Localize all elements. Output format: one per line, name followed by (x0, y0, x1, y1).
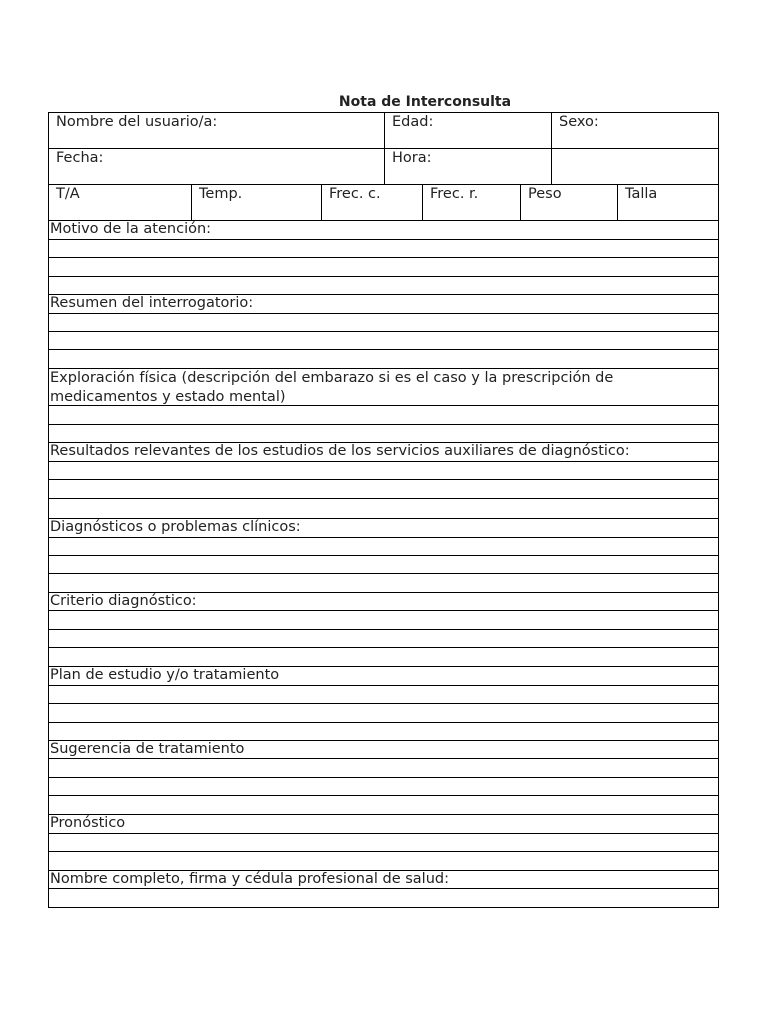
section-label-diagnosticos: Diagnósticos o problemas clínicos: (49, 519, 718, 538)
blank-line[interactable] (49, 889, 718, 908)
blank-line[interactable] (49, 574, 718, 593)
respiratory-rate-field[interactable]: Frec. r. (423, 185, 521, 220)
date-time-row (49, 149, 718, 185)
blank-line[interactable] (49, 630, 718, 648)
blank-line[interactable] (49, 723, 718, 741)
blank-line[interactable] (49, 538, 718, 556)
section-label-criterio: Criterio diagnóstico: (49, 593, 718, 611)
blank-line[interactable] (49, 406, 718, 425)
blank-line[interactable] (49, 332, 718, 350)
vital-signs-row (49, 185, 718, 221)
blank-line[interactable] (49, 499, 718, 519)
section-label-resultados: Resultados relevantes de los estudios de los servicios auxiliares de diagnóstico: (49, 443, 718, 462)
temperature-field[interactable]: Temp. (192, 185, 322, 220)
sex-field[interactable]: Sexo: (559, 114, 599, 130)
section-label-resumen: Resumen del interrogatorio: (49, 295, 718, 314)
section-label-plan: Plan de estudio y/o tratamiento (49, 667, 718, 686)
patient-info-row (49, 113, 718, 149)
blank-line[interactable] (49, 425, 718, 443)
blank-line[interactable] (49, 834, 718, 852)
blank-line[interactable] (49, 686, 718, 704)
blank-line[interactable] (49, 796, 718, 815)
blank-line[interactable] (49, 852, 718, 871)
time-field[interactable]: Hora: (385, 149, 552, 184)
section-label-sugerencia: Sugerencia de tratamiento (49, 741, 718, 759)
blank-line[interactable] (49, 258, 718, 277)
blank-line[interactable] (49, 648, 718, 667)
blank-line[interactable] (49, 277, 718, 295)
blank-line[interactable] (49, 480, 718, 499)
blank-line[interactable] (49, 611, 718, 630)
section-label-pronostico: Pronóstico (49, 815, 718, 834)
section-label-firma: Nombre completo, firma y cédula profesional de salud: (49, 871, 718, 889)
blood-pressure-field[interactable]: T/A (49, 185, 192, 220)
blank-field[interactable] (552, 149, 718, 184)
weight-field[interactable]: Peso (521, 185, 618, 220)
interconsult-form (48, 112, 719, 908)
age-field[interactable]: Edad: (385, 113, 552, 148)
blank-line[interactable] (49, 240, 718, 258)
blank-line[interactable] (49, 556, 718, 574)
height-field[interactable]: Talla (625, 186, 658, 202)
page-title: Nota de Interconsulta (338, 94, 512, 110)
blank-line[interactable] (49, 462, 718, 480)
blank-line[interactable] (49, 759, 718, 778)
section-label-exploracion: Exploración física (descripción del embarazo si es el caso y la prescripción de medicamentos y estado mental) (49, 369, 718, 406)
blank-line[interactable] (49, 704, 718, 723)
patient-name-field[interactable]: Nombre del usuario/a: (49, 113, 385, 148)
date-field[interactable]: Fecha: (49, 149, 385, 184)
blank-line[interactable] (49, 778, 718, 796)
heart-rate-field[interactable]: Frec. c. (322, 185, 423, 220)
blank-line[interactable] (49, 314, 718, 332)
blank-line[interactable] (49, 350, 718, 369)
section-label-motivo: Motivo de la atención: (49, 221, 718, 240)
